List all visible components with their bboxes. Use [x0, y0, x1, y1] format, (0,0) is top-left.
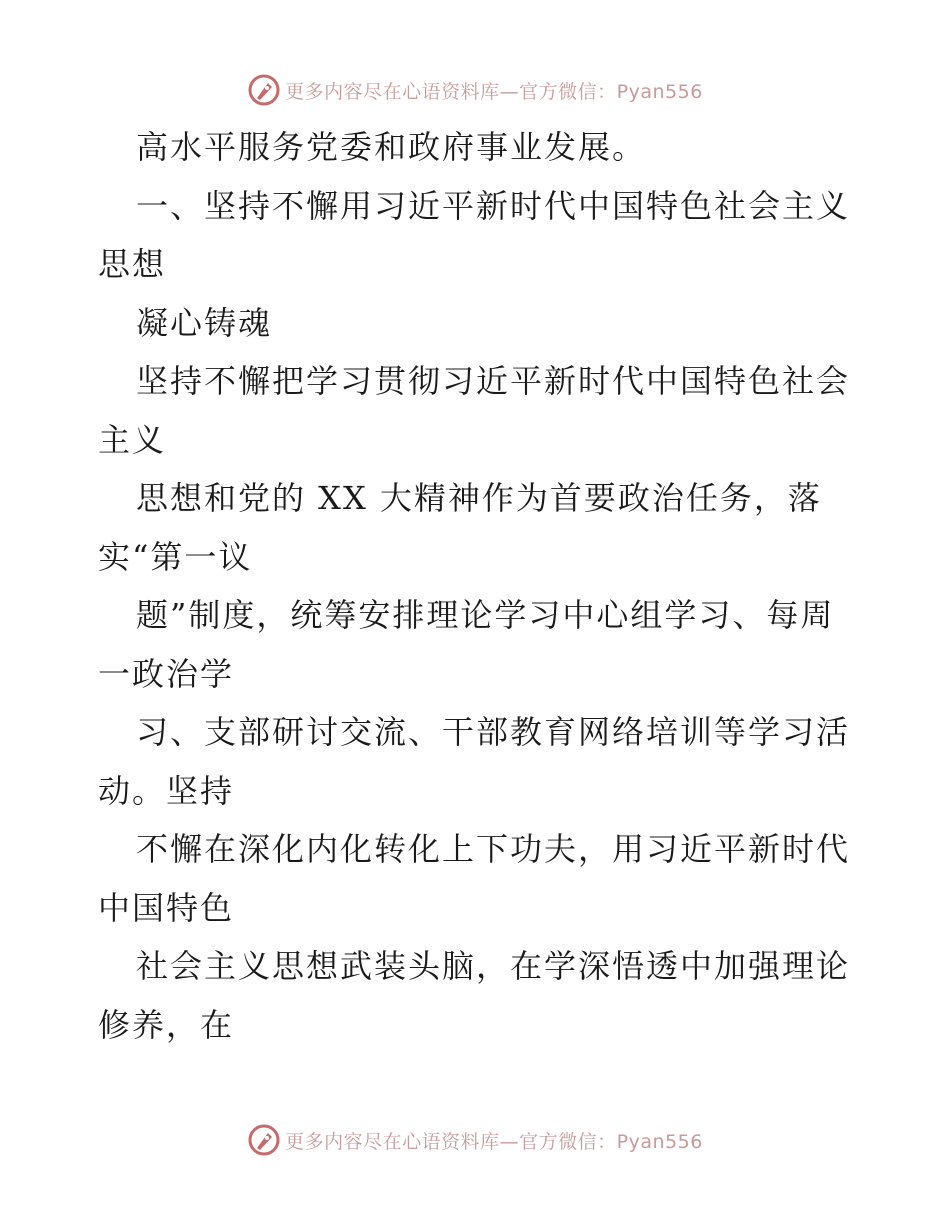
text-line: 一、坚持不懈用习近平新时代中国特色社会主义: [136, 186, 851, 225]
page-header-banner: [0, 70, 950, 110]
text-line: 实“第一议: [98, 537, 253, 576]
banner-text: 更多内容尽在心语资料库—官方微信：Pyan556: [285, 80, 703, 103]
text-line: 习、支部研讨交流、干部教育网络培训等学习活: [136, 713, 851, 751]
text-line: 题”制度，统筹安排理论学习中心组学习、每周: [136, 596, 835, 634]
text-line: 坚持不懈把学习贯彻习近平新时代中国特色社会: [136, 362, 851, 400]
pen-nib-logo-icon: [247, 1123, 281, 1157]
document-body: [98, 118, 858, 1054]
text-line: 主义: [98, 420, 167, 459]
pen-nib-logo-icon: [247, 73, 281, 107]
text-line: 思想和党的 XX 大精神作为首要政治任务，落: [136, 479, 822, 517]
text-line: 高水平服务党委和政府事业发展。: [136, 128, 647, 166]
text-line: 一政治学: [98, 654, 235, 693]
text-line: 社会主义思想武装头脑，在学深悟透中加强理论: [136, 947, 851, 985]
text-line: 修养，在: [98, 1005, 235, 1044]
banner-text: 更多内容尽在心语资料库—官方微信：Pyan556: [285, 1130, 703, 1153]
text-line: 思想: [98, 245, 167, 283]
text-line: 动。坚持: [98, 771, 235, 810]
text-line: 凝心铸魂: [136, 303, 273, 342]
text-line: 中国特色: [98, 888, 235, 927]
text-line: 不懈在深化内化转化上下功夫，用习近平新时代: [136, 830, 851, 868]
page-footer-banner: [0, 1120, 950, 1160]
